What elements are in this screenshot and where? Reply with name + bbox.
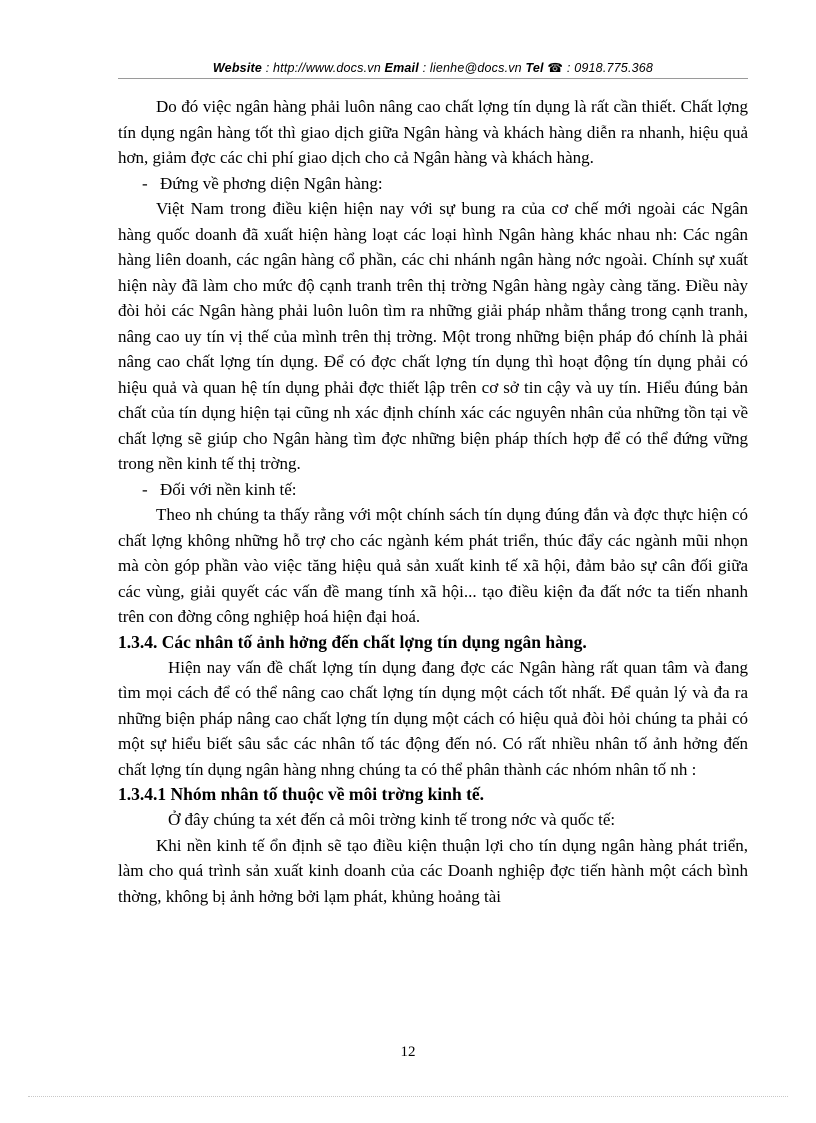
header-divider: [118, 78, 748, 79]
email-label: Email: [384, 61, 419, 75]
paragraph-6: Khi nền kinh tế ổn định sẽ tạo điều kiện thuận lợi cho tín dụng ngân hàng phát triển, làm cho quá trình sản xuất kinh doanh của các Doanh nghiệp đợc tiến hành một cách bình thờng, không bị ảnh hởng bởi lạm phát, khủng hoảng tài: [118, 835, 748, 906]
phone-icon: ☎: [547, 61, 564, 75]
dash-bullet-icon: -: [142, 479, 148, 499]
paragraph-5: Ở đây chúng ta xét đến cả môi trờng kinh tế trong nớc và quốc tế:: [168, 810, 616, 829]
page-header: [118, 60, 748, 75]
dash-bullet-icon: -: [142, 173, 148, 193]
document-body: [118, 94, 748, 909]
paragraph-4: Hiện nay vấn đề chất lợng tín dụng đang đợc các Ngân hàng rất quan tâm và đang tìm mọi cách để có thể nâng cao chất lợng tín dụng một cách tốt nhất. Để quản lý và đa ra những biện pháp nâng cao chất lợng tín dụng một cách có hiệu quả đòi hỏi chúng ta phải có một sự hiểu biết sâu sắc các nhân tố tác động đến nó. Có rất nhiều nhân tố ảnh hởng đến chất lợng tín dụng ngân hàng nhng chúng ta có thể phân thành các nhóm nhân tố nh :: [118, 657, 748, 779]
tel-value: : 0918.775.368: [563, 61, 654, 75]
paragraph-2: Việt Nam trong điều kiện hiện nay với sự bung ra của cơ chế mới ngoài các Ngân hàng quốc doanh đã xuất hiện hàng loạt các loại hình Ngân hàng khác nhau nh: Các ngân hàng liên doanh, các ngân hàng cổ phần, các chi nhánh ngân hàng nớc ngoài. Chính sự xuất hiện này đã làm cho mức độ cạnh tranh trên thị trờng Ngân hàng ngày càng tăng. Điều này đòi hỏi các Ngân hàng phải luôn luôn tìm ra những giải pháp nhằm thắng trong cạnh tranh, nâng cao uy tín vị thế của mình trên thị trờng. Một trong những biện pháp đó chính là phải nâng cao chất lợng tín dụng. Để có đợc chất lợng tín dụng thì hoạt động tín dụng phải có hiệu quả và quan hệ tín dụng phải đợc thiết lập trên cơ sở tin cậy và uy tín. Hiểu đúng bản chất của tín dụng hiện tại cũng nh xác định chính xác các nguyên nhân của những tồn tại về chất lợng sẽ giúp cho Ngân hàng tìm đợc những biện pháp thích hợp để có thể đứng vững trong nền kinh tế thị trờng.: [118, 199, 748, 473]
website-value: : http://www.docs.vn: [262, 61, 385, 75]
footer-divider: [28, 1096, 788, 1097]
website-label: Website: [212, 61, 263, 75]
section-heading-1-3-4-1: 1.3.4.1 Nhóm nhân tố thuộc về môi trờng kinh tế.: [118, 784, 485, 804]
paragraph-1: Do đó việc ngân hàng phải luôn nâng cao chất lợng tín dụng là rất cần thiết. Chất lợng tín dụng ngân hàng tốt thì giao dịch giữa Ngân hàng và khách hàng diễn ra nhanh, hiệu quả hơn, giảm đợc các chi phí giao dịch cho cả Ngân hàng và khách hàng.: [118, 97, 748, 167]
page-number: 12: [400, 1044, 416, 1060]
section-heading-1-3-4: 1.3.4. Các nhân tố ảnh hởng đến chất lợng tín dụng ngân hàng.: [118, 631, 587, 652]
bullet-label: Đối với nền kinh tế:: [160, 479, 297, 499]
bullet-label: Đứng về phơng diện Ngân hàng:: [160, 173, 383, 193]
tel-label: Tel: [525, 61, 544, 75]
bullet-item-economy: [118, 477, 748, 503]
bullet-item-bank: [118, 171, 748, 197]
email-value: : lienhe@docs.vn: [418, 61, 526, 75]
paragraph-3: Theo nh chúng ta thấy rằng với một chính sách tín dụng đúng đắn và đợc thực hiện có chất lợng không những hỗ trợ cho các ngành kém phát triển, thúc đẩy các ngành mũi nhọn mà còn góp phần vào việc tăng hiệu quả sản xuất kinh tế xã hội, đảm bảo sự cân đối giữa các vùng, giải quyết các vấn đề mang tính xã hội... tạo điều kiện đa đất nớc ta tiến nhanh trên con đờng công nghiệp hoá hiện đại hoá.: [118, 505, 748, 626]
